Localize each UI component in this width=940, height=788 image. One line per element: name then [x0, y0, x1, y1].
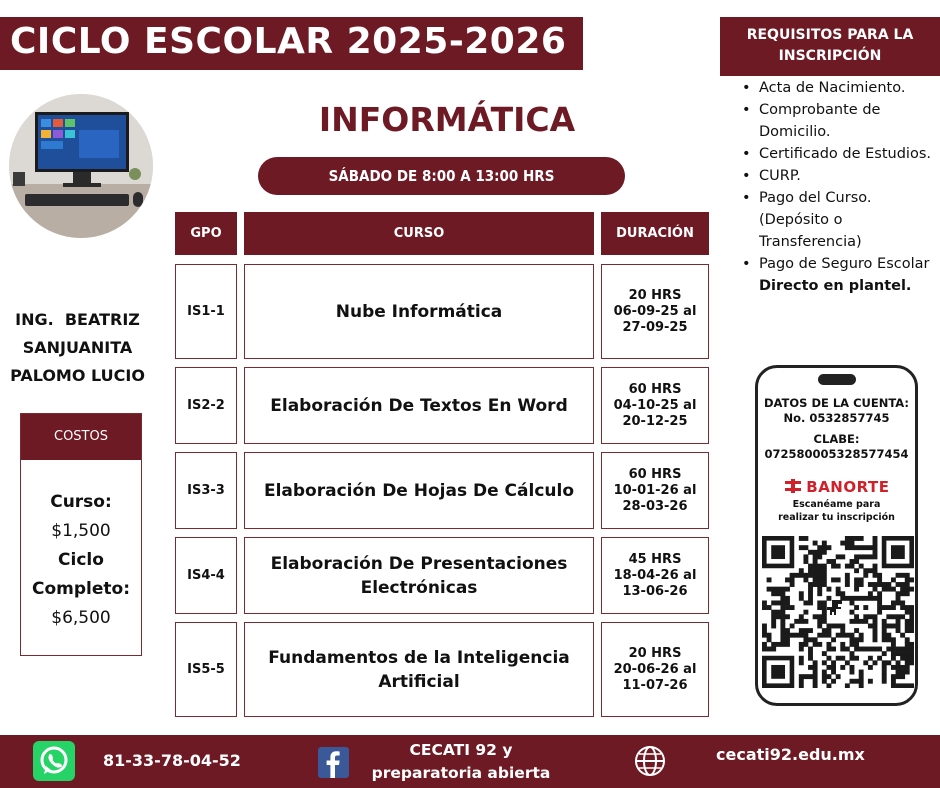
requirement-item: • Certificado de Estudios. — [739, 143, 934, 165]
row-2-duration — [601, 367, 709, 444]
title-bar — [0, 17, 583, 70]
insurance-bold-text: Directo en plantel. — [759, 278, 912, 294]
row-1-gpo: IS1-1 — [175, 264, 237, 359]
row-2-end: 20-12-25 — [622, 413, 688, 429]
scan-line-2: realizar tu inscripción — [778, 512, 895, 523]
costs-body — [21, 488, 141, 633]
cycle-label-1: Ciclo — [58, 550, 104, 570]
computer-desk-photo — [9, 94, 153, 238]
cycle-price: $6,500 — [51, 608, 111, 628]
row-5-start: 20-06-26 al — [613, 661, 697, 677]
footer-phone[interactable]: 81-33-78-04-52 — [103, 751, 241, 770]
banorte-logo — [772, 478, 902, 496]
row-3-course: Elaboración De Hojas De Cálculo — [244, 452, 594, 529]
whatsapp-icon[interactable] — [33, 741, 75, 781]
footer-facebook-text[interactable] — [366, 739, 556, 785]
course-price-label: Curso: — [50, 492, 112, 512]
phone-notch — [818, 374, 856, 385]
bank-name: BANORTE — [806, 478, 890, 496]
teacher-name — [10, 306, 145, 390]
facebook-line-1: CECATI 92 y — [409, 741, 513, 759]
account-details — [758, 396, 915, 462]
row-2-start: 04-10-25 al — [613, 397, 697, 413]
requirement-item: • CURP. — [739, 165, 934, 187]
requirement-item: • Comprobante de Domicilio. — [739, 99, 934, 143]
requirement-item: • Acta de Nacimiento. — [739, 77, 934, 99]
row-1-start: 06-09-25 al — [613, 303, 697, 319]
insurance-text: Pago de Seguro Escolar — [759, 256, 930, 272]
requirements-heading — [720, 17, 940, 76]
teacher-line-1: ING. BEATRIZ — [15, 310, 140, 329]
row-3-hours: 60 HRS — [628, 466, 682, 482]
schedule-pill: SÁBADO DE 8:00 A 13:00 HRS — [258, 157, 625, 195]
course-price: $1,500 — [51, 521, 111, 541]
scan-instructions — [758, 498, 915, 524]
header-gpo: GPO — [175, 212, 237, 255]
row-1-hours: 20 HRS — [628, 287, 682, 303]
row-2-course: Elaboración De Textos En Word — [244, 367, 594, 444]
phone-frame — [755, 365, 918, 706]
row-4-duration — [601, 537, 709, 614]
globe-icon[interactable] — [634, 745, 666, 777]
teacher-line-2: SANJUANITA — [22, 338, 133, 357]
row-5-course: Fundamentos de la Inteligencia Artificial — [244, 622, 594, 717]
row-2-hours: 60 HRS — [628, 381, 682, 397]
row-4-start: 18-04-26 al — [613, 567, 697, 583]
row-4-course: Elaboración De Presentaciones Electrónicas — [244, 537, 594, 614]
facebook-icon[interactable] — [318, 747, 349, 778]
row-3-duration — [601, 452, 709, 529]
qr-code[interactable] — [762, 536, 914, 688]
row-1-duration — [601, 264, 709, 359]
account-number: No. 0532857745 — [783, 411, 890, 425]
row-1-end: 27-09-25 — [622, 319, 688, 335]
teacher-line-3: PALOMO LUCIO — [10, 366, 145, 385]
row-4-gpo: IS4-4 — [175, 537, 237, 614]
row-5-end: 11-07-26 — [622, 677, 688, 693]
subject-title: INFORMÁTICA — [318, 100, 576, 139]
costs-heading: COSTOS — [21, 414, 141, 460]
header-curso: CURSO — [244, 212, 594, 255]
cycle-label-2: Completo: — [32, 579, 130, 599]
requirement-item-insurance — [739, 253, 934, 297]
row-3-gpo: IS3-3 — [175, 452, 237, 529]
row-3-start: 10-01-26 al — [613, 482, 697, 498]
costs-box — [20, 413, 142, 656]
row-3-end: 28-03-26 — [622, 498, 688, 514]
row-4-end: 13-06-26 — [622, 583, 688, 599]
requirement-item: • Pago del Curso. (Depósito o Transferencia) — [739, 187, 934, 253]
footer — [0, 735, 940, 788]
scan-line-1: Escanéame para — [792, 499, 881, 510]
header-duracion: DURACIÓN — [601, 212, 709, 255]
page-title: CICLO ESCOLAR 2025-2026 — [10, 21, 567, 62]
clabe-label: CLABE: — [813, 432, 860, 446]
footer-website[interactable]: cecati92.edu.mx — [716, 745, 865, 764]
row-5-gpo: IS5-5 — [175, 622, 237, 717]
row-1-course: Nube Informática — [244, 264, 594, 359]
requirements-list — [739, 77, 934, 297]
requirements-heading-line-2: INSCRIPCIÓN — [778, 48, 882, 64]
row-5-hours: 20 HRS — [628, 645, 682, 661]
banorte-mark-icon — [785, 479, 801, 493]
account-heading: DATOS DE LA CUENTA: — [763, 396, 910, 410]
facebook-line-2: preparatoria abierta — [371, 764, 551, 782]
row-4-hours: 45 HRS — [628, 551, 682, 567]
requirements-heading-line-1: REQUISITOS PARA LA — [746, 27, 914, 43]
clabe-number: 072580005328577454 — [764, 447, 909, 461]
row-2-gpo: IS2-2 — [175, 367, 237, 444]
row-5-duration — [601, 622, 709, 717]
